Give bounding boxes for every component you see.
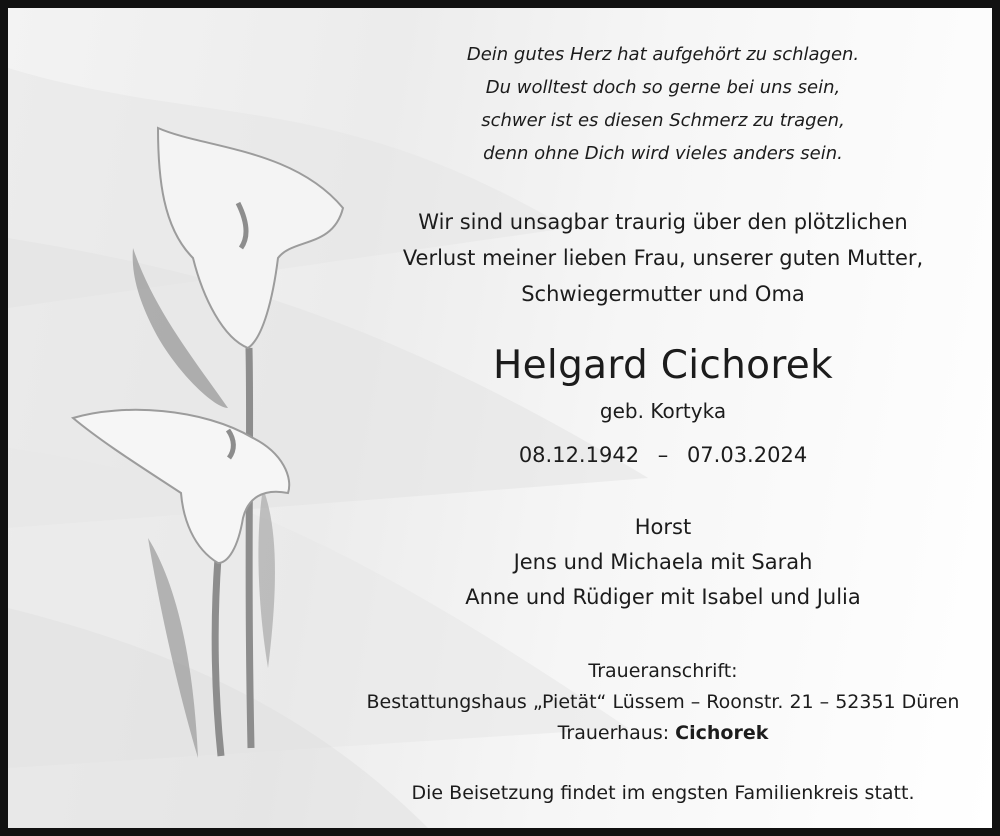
mourners-list — [338, 510, 988, 615]
funeral-home-address: Bestattungshaus „Pietät“ Lüssem – Roonstr. 21 – 52351 Düren — [366, 691, 960, 713]
verse-line: Du wolltest doch so gerne bei uns sein, — [485, 77, 841, 98]
mourning-house — [338, 718, 988, 749]
verse-line: Dein gutes Herz hat aufgehört zu schlagen. — [466, 44, 860, 65]
mourning-house-name: Cichorek — [675, 722, 769, 744]
announcement-line: Verlust meiner lieben Frau, unserer guten Mutter, — [402, 246, 924, 270]
birth-date: 08.12.1942 — [518, 443, 640, 467]
date-separator: – — [657, 443, 669, 467]
calla-flower-lower — [73, 410, 289, 563]
announcement-text — [338, 204, 988, 312]
stem-upper — [249, 348, 251, 748]
mourner-line: Jens und Michaela mit Sarah — [513, 550, 813, 574]
verse-line: schwer ist es diesen Schmerz zu tragen, — [481, 110, 845, 131]
life-dates — [338, 438, 988, 472]
calla-flower-upper — [158, 128, 343, 348]
verse-line: denn ohne Dich wird vieles anders sein. — [483, 143, 843, 164]
leaf-left-lower — [148, 538, 198, 758]
announcement-line: Wir sind unsagbar traurig über den plötzlichen — [418, 210, 908, 234]
calla-lily-illustration — [63, 108, 363, 768]
announcement-line: Schwiegermutter und Oma — [521, 282, 805, 306]
leaf-right — [258, 488, 275, 668]
memorial-verse — [338, 38, 988, 170]
mourner-line: Anne und Rüdiger mit Isabel und Julia — [465, 585, 861, 609]
mourner-line: Horst — [634, 515, 692, 539]
notice-text — [338, 8, 988, 828]
burial-note: Die Beisetzung findet im engsten Familienkreis statt. — [411, 782, 915, 804]
mourning-address — [338, 656, 988, 749]
mourning-house-label: Trauerhaus: — [557, 722, 670, 744]
deceased-name: Helgard Cichorek — [493, 343, 833, 388]
birth-name: geb. Kortyka — [599, 399, 727, 423]
death-date: 07.03.2024 — [686, 443, 808, 467]
address-heading: Traueranschrift: — [588, 660, 738, 682]
stem-lower — [215, 558, 221, 756]
